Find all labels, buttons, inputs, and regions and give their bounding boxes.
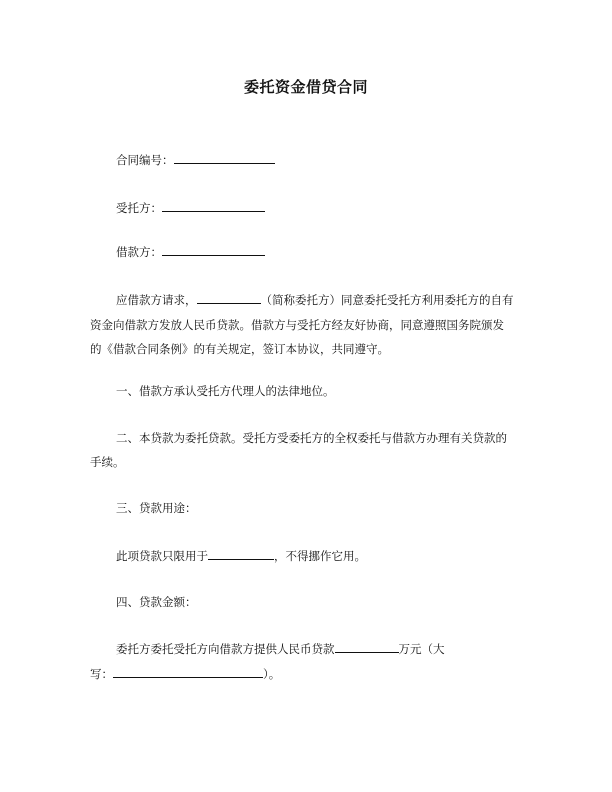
borrower-label: 借款方：: [116, 245, 162, 259]
trustee-label: 受托方：: [116, 201, 162, 215]
clause-4-text-d: ）。: [263, 667, 281, 681]
borrower-blank[interactable]: [162, 244, 265, 256]
loan-amount-blank[interactable]: [335, 641, 399, 653]
loan-amount-words-blank[interactable]: [113, 666, 263, 678]
borrower-field: [116, 244, 265, 259]
clause-4-text-c: 写：: [90, 667, 113, 681]
trustee-field: [116, 200, 265, 215]
trustee-blank[interactable]: [162, 200, 265, 212]
entrusting-party-blank[interactable]: [197, 292, 261, 304]
clause-2-line-2: 手续。: [90, 455, 125, 469]
intro-text-a: 应借款方请求，: [116, 293, 197, 307]
clause-3-text: [116, 548, 366, 563]
clause-4-line-1: [116, 641, 445, 656]
contract-number-blank[interactable]: [174, 152, 275, 164]
intro-text-b: （简称委托方）同意委托受托方利用委托方的自有: [260, 293, 514, 307]
clause-3-text-b: ，不得挪作它用。: [274, 549, 366, 563]
intro-line-2: 资金向借款方发放人民币贷款。借款方与受托方经友好协商，同意遵照国务院颁发: [90, 318, 504, 332]
clause-4-line-2: [90, 666, 280, 681]
clause-4-text-b: 万元（大: [398, 642, 445, 656]
clause-3-title: 三、贷款用途：: [116, 501, 197, 515]
contract-number-field: [116, 152, 275, 167]
clause-4-title: 四、贷款金额：: [116, 595, 197, 609]
intro-line-3: 的《借款合同条例》的有关规定，签订本协议，共同遵守。: [90, 342, 389, 356]
contract-number-label: 合同编号：: [116, 153, 174, 167]
clause-4-text-a: 委托方委托受托方向借款方提供人民币贷款: [116, 642, 335, 656]
loan-purpose-blank[interactable]: [208, 548, 274, 560]
clause-2-line-1: 二、本贷款为委托贷款。受托方受委托方的全权委托与借款方办理有关贷款的: [116, 431, 507, 445]
clause-3-text-a: 此项贷款只限用于: [116, 549, 208, 563]
document-title: 委托资金借贷合同: [243, 78, 368, 96]
clause-1: 一、借款方承认受托方代理人的法律地位。: [116, 384, 335, 398]
intro-line-1: [116, 292, 514, 307]
